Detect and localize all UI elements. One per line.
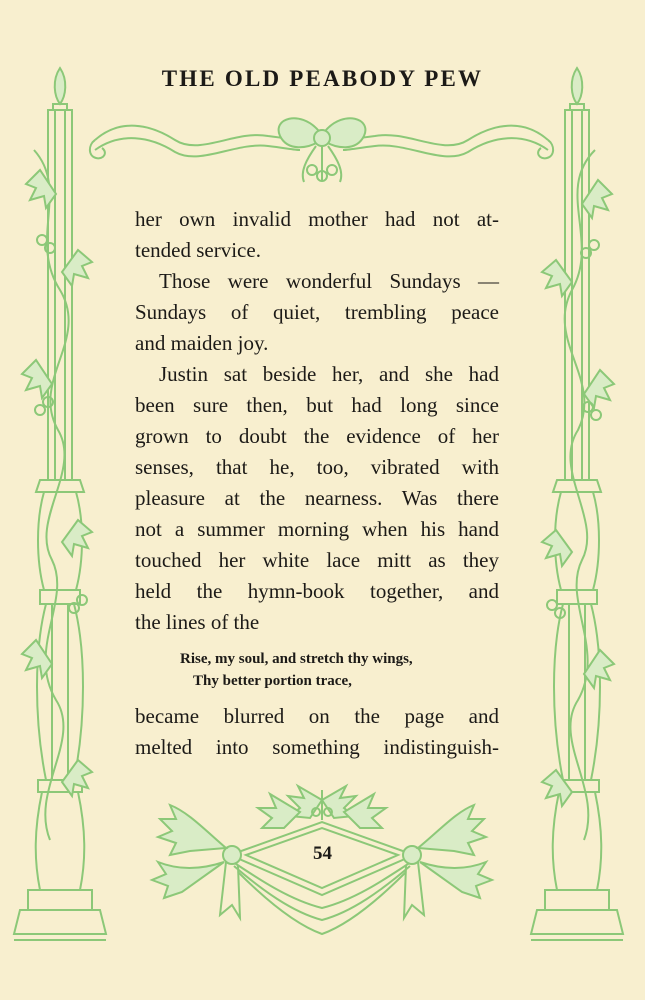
text-line: held the hymn-book together, and [135, 579, 499, 603]
text-line: senses, that he, too, vibrated with [135, 455, 499, 479]
right-candlestick-ornament [531, 68, 623, 940]
text-line: her own invalid mother had not at- [135, 207, 499, 231]
left-candlestick-ornament [14, 68, 106, 940]
verse-line: Thy better portion trace, [193, 673, 352, 689]
text-line: pleasure at the nearness. Was there [135, 486, 499, 510]
top-ribbon-ornament [90, 118, 553, 182]
text-line: became blurred on the page and [135, 704, 499, 728]
text-line: tended service. [135, 238, 261, 262]
running-head: THE OLD PEABODY PEW [161, 66, 484, 91]
text-line: melted into something indistinguish- [135, 735, 499, 759]
text-line: Justin sat beside her, and she had [159, 362, 499, 386]
text-line: Sundays of quiet, trembling peace [135, 300, 499, 324]
text-line: been sure then, but had long since [135, 393, 499, 417]
text-line: the lines of the [135, 610, 260, 634]
page-number: 54 [313, 843, 332, 864]
text-line: Those were wonderful Sundays — [159, 269, 499, 293]
text-line: touched her white lace mitt as they [135, 548, 499, 572]
text-line: grown to doubt the evidence of her [135, 424, 499, 448]
verse-line: Rise, my soul, and stretch thy wings, [180, 651, 413, 667]
page-body-text [135, 204, 499, 763]
text-line: and maiden joy. [135, 331, 269, 355]
hymn-verse [135, 638, 499, 701]
text-line: not a summer morning when his hand [135, 517, 499, 541]
